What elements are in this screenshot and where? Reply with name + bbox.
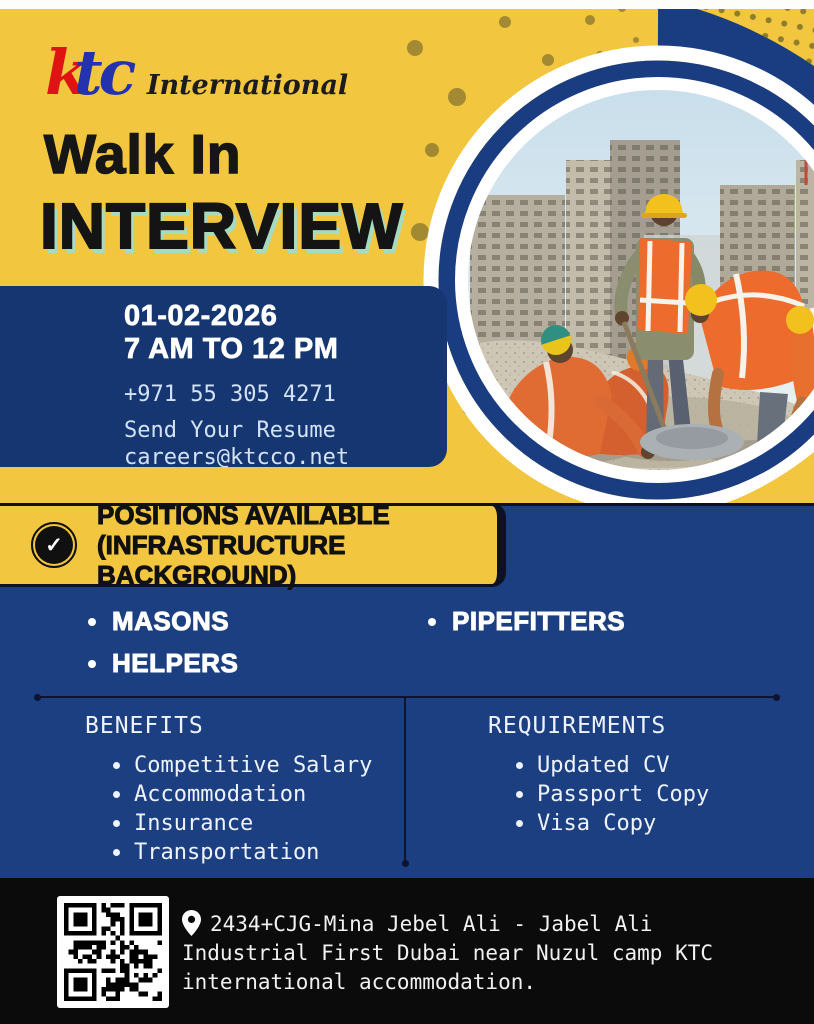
requirements-section xyxy=(488,713,709,838)
position-label: MASONS xyxy=(112,606,230,636)
positions-column-right xyxy=(428,606,625,679)
logo-international: International xyxy=(146,70,349,101)
bullet-icon xyxy=(88,618,96,626)
check-icon: ✓ xyxy=(35,526,73,564)
positions-banner xyxy=(0,500,506,590)
address-block xyxy=(182,910,748,997)
hero-section xyxy=(0,0,814,503)
benefit-item: Competitive Salary xyxy=(113,751,372,780)
benefits-title: BENEFITS xyxy=(85,713,204,739)
address-text: 2434+CJG-Mina Jebel Ali - Jabel Ali Industrial First Dubai near Nuzul camp KTC international accommodation. xyxy=(182,912,714,994)
position-label: HELPERS xyxy=(112,648,239,678)
horizontal-divider xyxy=(36,696,778,698)
bullet-icon xyxy=(516,791,523,798)
contact-card xyxy=(0,286,447,470)
positions-list xyxy=(0,606,814,679)
footer-section xyxy=(0,878,814,1024)
bullet-icon xyxy=(113,820,120,827)
requirement-item: Updated CV xyxy=(516,751,709,780)
requirements-title: REQUIREMENTS xyxy=(488,713,667,739)
qr-code xyxy=(57,896,169,1008)
interview-time: 7 AM TO 12 PM xyxy=(124,333,339,365)
hero-title-line1: Walk In xyxy=(44,123,242,185)
logo-ktc-k: k xyxy=(45,36,84,109)
benefit-item: Transportation xyxy=(113,838,372,867)
location-pin-icon xyxy=(182,910,201,936)
bullet-icon xyxy=(113,762,120,769)
positions-column-left xyxy=(88,606,428,679)
bullet-icon xyxy=(88,660,96,668)
banner-line1: POSITIONS AVAILABLE xyxy=(97,500,390,530)
requirement-item: Passport Copy xyxy=(516,780,709,809)
bullet-icon xyxy=(113,791,120,798)
positions-banner-text xyxy=(97,500,497,590)
brand-logo xyxy=(45,36,349,109)
position-label: PIPEFITTERS xyxy=(452,606,626,636)
position-item xyxy=(428,606,625,637)
interview-date: 01-02-2026 xyxy=(124,300,278,332)
requirement-item: Visa Copy xyxy=(516,809,709,838)
bullet-icon xyxy=(113,849,120,856)
divider-end-dot xyxy=(34,694,41,701)
banner-line2: (INFRASTRUCTURE BACKGROUND) xyxy=(97,530,346,590)
bullet-icon xyxy=(428,618,436,626)
bullet-icon xyxy=(516,820,523,827)
logo-ktc-tc: tc xyxy=(73,36,133,109)
resume-label: Send Your Resume xyxy=(124,418,336,443)
benefits-section xyxy=(85,713,372,867)
benefit-item: Insurance xyxy=(113,809,372,838)
benefit-item: Accommodation xyxy=(113,780,372,809)
phone-number: +971 55 305 4271 xyxy=(124,382,336,407)
positions-section xyxy=(0,500,814,878)
divider-end-dot xyxy=(402,860,409,867)
hero-title-line2: INTERVIEW xyxy=(40,190,404,262)
bullet-icon xyxy=(516,762,523,769)
position-item xyxy=(88,606,428,637)
divider-end-dot xyxy=(773,694,780,701)
vertical-divider xyxy=(404,696,406,863)
email-address: careers@ktcco.net xyxy=(124,445,350,470)
position-item xyxy=(88,648,428,679)
